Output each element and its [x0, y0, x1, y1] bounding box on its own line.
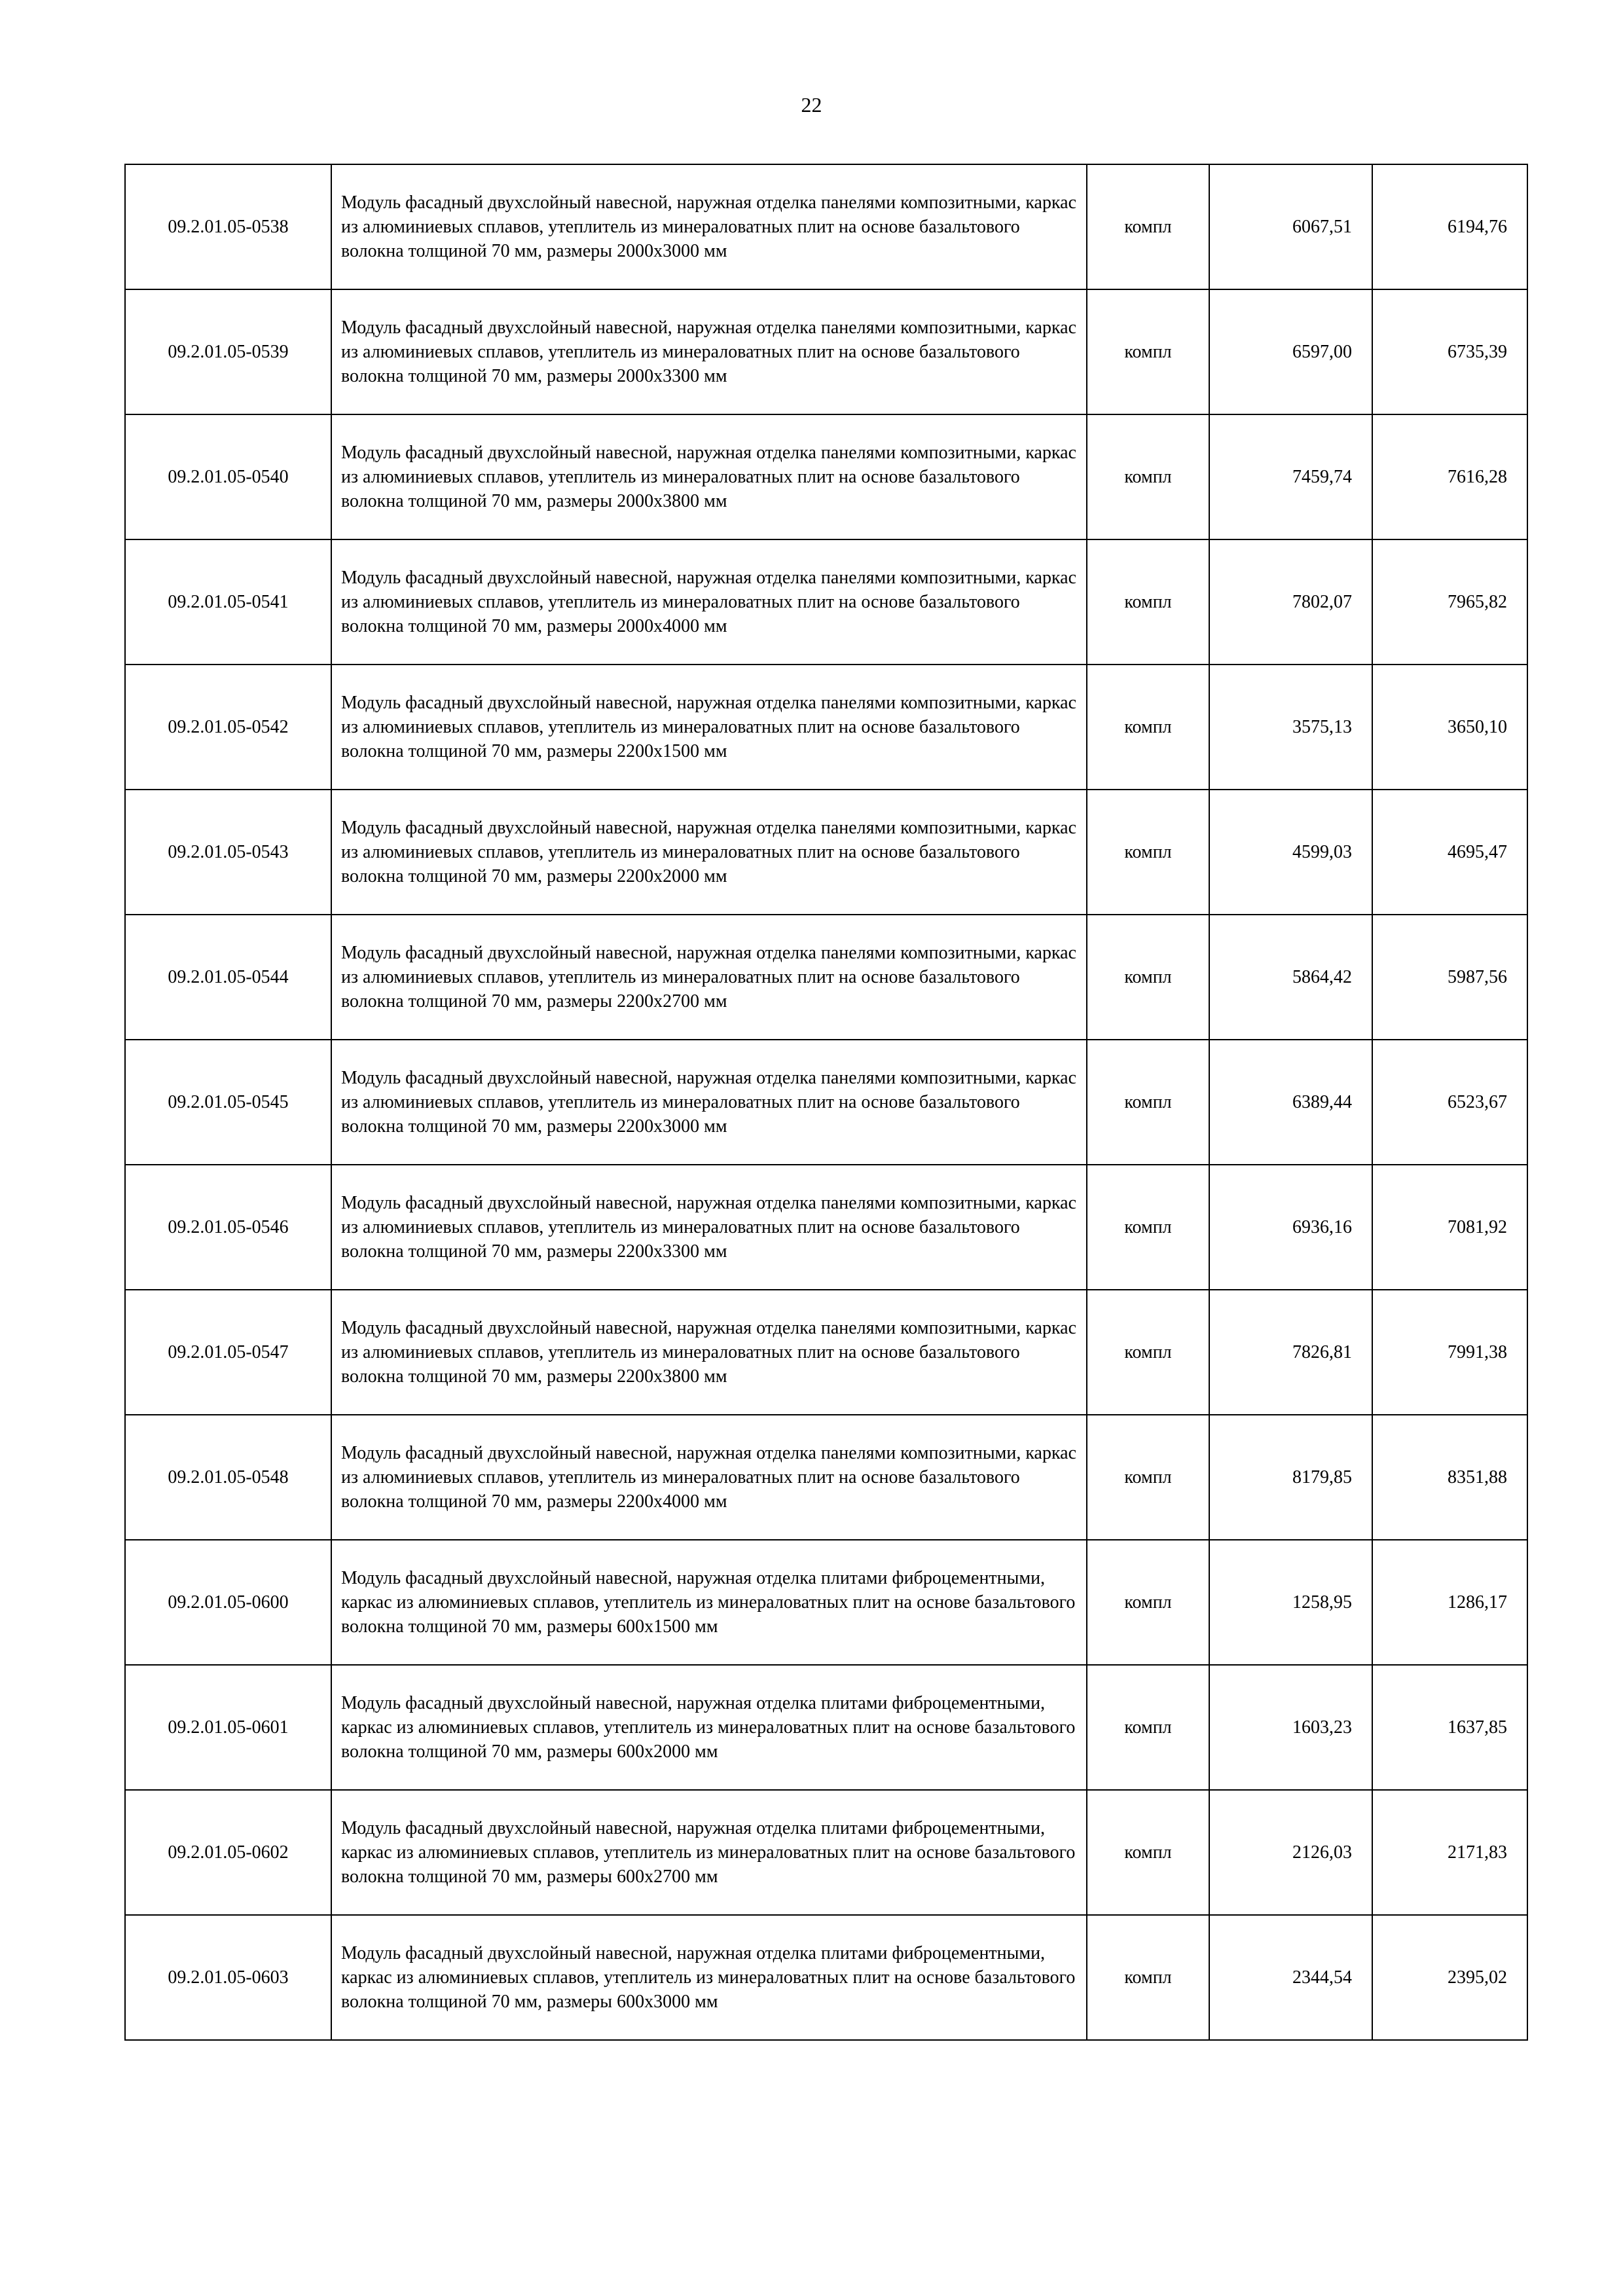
price-table — [124, 164, 1528, 2041]
description-cell: Модуль фасадный двухслойный навесной, наружная отделка плитами фиброцементными, каркас из алюминиевых сплавов, утеплитель из минераловатных плит на основе базальтового волокна толщиной 70 мм, размеры 600х2700 мм — [331, 1790, 1087, 1915]
description-cell: Модуль фасадный двухслойный навесной, наружная отделка панелями композитными, каркас из алюминиевых сплавов, утеплитель из минераловатных плит на основе базальтового волокна толщиной 70 мм, размеры 2000х3800 мм — [331, 414, 1087, 539]
code-cell: 09.2.01.05-0539 — [125, 289, 331, 414]
price-base-cell: 7616,28 — [1372, 414, 1527, 539]
table-row — [125, 1915, 1527, 2040]
description-cell: Модуль фасадный двухслойный навесной, наружная отделка панелями композитными, каркас из алюминиевых сплавов, утеплитель из минераловатных плит на основе базальтового волокна толщиной 70 мм, размеры 2200х2700 мм — [331, 915, 1087, 1040]
unit-cell: компл — [1087, 665, 1209, 790]
code-cell: 09.2.01.05-0544 — [125, 915, 331, 1040]
price-base-cell: 7965,82 — [1372, 539, 1527, 665]
code-cell: 09.2.01.05-0601 — [125, 1665, 331, 1790]
table-row — [125, 164, 1527, 289]
description-cell: Модуль фасадный двухслойный навесной, наружная отделка панелями композитными, каркас из алюминиевых сплавов, утеплитель из минераловатных плит на основе базальтового волокна толщиной 70 мм, размеры 2000х3000 мм — [331, 164, 1087, 289]
table-row — [125, 1165, 1527, 1290]
description-cell: Модуль фасадный двухслойный навесной, наружная отделка панелями композитными, каркас из алюминиевых сплавов, утеплитель из минераловатных плит на основе базальтового волокна толщиной 70 мм, размеры 2200х3800 мм — [331, 1290, 1087, 1415]
price-current-cell: 1603,23 — [1209, 1665, 1372, 1790]
price-current-cell: 6389,44 — [1209, 1040, 1372, 1165]
table-row — [125, 1790, 1527, 1915]
description-cell: Модуль фасадный двухслойный навесной, наружная отделка панелями композитными, каркас из алюминиевых сплавов, утеплитель из минераловатных плит на основе базальтового волокна толщиной 70 мм, размеры 2000х4000 мм — [331, 539, 1087, 665]
price-current-cell: 8179,85 — [1209, 1415, 1372, 1540]
price-base-cell: 6523,67 — [1372, 1040, 1527, 1165]
unit-cell: компл — [1087, 164, 1209, 289]
code-cell: 09.2.01.05-0546 — [125, 1165, 331, 1290]
unit-cell: компл — [1087, 1540, 1209, 1665]
table-row — [125, 1040, 1527, 1165]
price-base-cell: 6735,39 — [1372, 289, 1527, 414]
table-row — [125, 414, 1527, 539]
description-cell: Модуль фасадный двухслойный навесной, наружная отделка плитами фиброцементными, каркас из алюминиевых сплавов, утеплитель из минераловатных плит на основе базальтового волокна толщиной 70 мм, размеры 600х2000 мм — [331, 1665, 1087, 1790]
code-cell: 09.2.01.05-0547 — [125, 1290, 331, 1415]
description-cell: Модуль фасадный двухслойный навесной, наружная отделка панелями композитными, каркас из алюминиевых сплавов, утеплитель из минераловатных плит на основе базальтового волокна толщиной 70 мм, размеры 2200х4000 мм — [331, 1415, 1087, 1540]
price-base-cell: 4695,47 — [1372, 790, 1527, 915]
description-cell: Модуль фасадный двухслойный навесной, наружная отделка плитами фиброцементными, каркас из алюминиевых сплавов, утеплитель из минераловатных плит на основе базальтового волокна толщиной 70 мм, размеры 600х1500 мм — [331, 1540, 1087, 1665]
code-cell: 09.2.01.05-0548 — [125, 1415, 331, 1540]
price-base-cell: 1637,85 — [1372, 1665, 1527, 1790]
unit-cell: компл — [1087, 539, 1209, 665]
code-cell: 09.2.01.05-0542 — [125, 665, 331, 790]
code-cell: 09.2.01.05-0541 — [125, 539, 331, 665]
description-cell: Модуль фасадный двухслойный навесной, наружная отделка панелями композитными, каркас из алюминиевых сплавов, утеплитель из минераловатных плит на основе базальтового волокна толщиной 70 мм, размеры 2200х3000 мм — [331, 1040, 1087, 1165]
unit-cell: компл — [1087, 1915, 1209, 2040]
unit-cell: компл — [1087, 790, 1209, 915]
price-base-cell: 3650,10 — [1372, 665, 1527, 790]
unit-cell: компл — [1087, 1665, 1209, 1790]
price-base-cell: 5987,56 — [1372, 915, 1527, 1040]
table-row — [125, 539, 1527, 665]
unit-cell: компл — [1087, 1790, 1209, 1915]
code-cell: 09.2.01.05-0540 — [125, 414, 331, 539]
unit-cell: компл — [1087, 915, 1209, 1040]
description-cell: Модуль фасадный двухслойный навесной, наружная отделка панелями композитными, каркас из алюминиевых сплавов, утеплитель из минераловатных плит на основе базальтового волокна толщиной 70 мм, размеры 2200х2000 мм — [331, 790, 1087, 915]
price-current-cell: 2344,54 — [1209, 1915, 1372, 2040]
unit-cell: компл — [1087, 1165, 1209, 1290]
table-row — [125, 1415, 1527, 1540]
price-current-cell: 6936,16 — [1209, 1165, 1372, 1290]
price-current-cell: 7802,07 — [1209, 539, 1372, 665]
unit-cell: компл — [1087, 1415, 1209, 1540]
code-cell: 09.2.01.05-0600 — [125, 1540, 331, 1665]
unit-cell: компл — [1087, 1040, 1209, 1165]
price-base-cell: 2395,02 — [1372, 1915, 1527, 2040]
table-row — [125, 1665, 1527, 1790]
unit-cell: компл — [1087, 414, 1209, 539]
price-current-cell: 2126,03 — [1209, 1790, 1372, 1915]
price-current-cell: 5864,42 — [1209, 915, 1372, 1040]
description-cell: Модуль фасадный двухслойный навесной, наружная отделка панелями композитными, каркас из алюминиевых сплавов, утеплитель из минераловатных плит на основе базальтового волокна толщиной 70 мм, размеры 2000х3300 мм — [331, 289, 1087, 414]
description-cell: Модуль фасадный двухслойный навесной, наружная отделка панелями композитными, каркас из алюминиевых сплавов, утеплитель из минераловатных плит на основе базальтового волокна толщиной 70 мм, размеры 2200х1500 мм — [331, 665, 1087, 790]
price-current-cell: 3575,13 — [1209, 665, 1372, 790]
code-cell: 09.2.01.05-0538 — [125, 164, 331, 289]
price-base-cell: 7991,38 — [1372, 1290, 1527, 1415]
table-row — [125, 665, 1527, 790]
code-cell: 09.2.01.05-0603 — [125, 1915, 331, 2040]
price-base-cell: 6194,76 — [1372, 164, 1527, 289]
table-row — [125, 1290, 1527, 1415]
price-current-cell: 7826,81 — [1209, 1290, 1372, 1415]
unit-cell: компл — [1087, 289, 1209, 414]
price-current-cell: 7459,74 — [1209, 414, 1372, 539]
table-row — [125, 790, 1527, 915]
unit-cell: компл — [1087, 1290, 1209, 1415]
price-current-cell: 6067,51 — [1209, 164, 1372, 289]
price-base-cell: 2171,83 — [1372, 1790, 1527, 1915]
description-cell: Модуль фасадный двухслойный навесной, наружная отделка плитами фиброцементными, каркас из алюминиевых сплавов, утеплитель из минераловатных плит на основе базальтового волокна толщиной 70 мм, размеры 600х3000 мм — [331, 1915, 1087, 2040]
code-cell: 09.2.01.05-0545 — [125, 1040, 331, 1165]
table-row — [125, 289, 1527, 414]
price-current-cell: 1258,95 — [1209, 1540, 1372, 1665]
page-number: 22 — [801, 93, 822, 117]
price-current-cell: 4599,03 — [1209, 790, 1372, 915]
table-row — [125, 915, 1527, 1040]
code-cell: 09.2.01.05-0543 — [125, 790, 331, 915]
table-row — [125, 1540, 1527, 1665]
code-cell: 09.2.01.05-0602 — [125, 1790, 331, 1915]
price-base-cell: 7081,92 — [1372, 1165, 1527, 1290]
price-table-body — [125, 164, 1527, 2040]
price-current-cell: 6597,00 — [1209, 289, 1372, 414]
price-base-cell: 8351,88 — [1372, 1415, 1527, 1540]
price-base-cell: 1286,17 — [1372, 1540, 1527, 1665]
description-cell: Модуль фасадный двухслойный навесной, наружная отделка панелями композитными, каркас из алюминиевых сплавов, утеплитель из минераловатных плит на основе базальтового волокна толщиной 70 мм, размеры 2200х3300 мм — [331, 1165, 1087, 1290]
